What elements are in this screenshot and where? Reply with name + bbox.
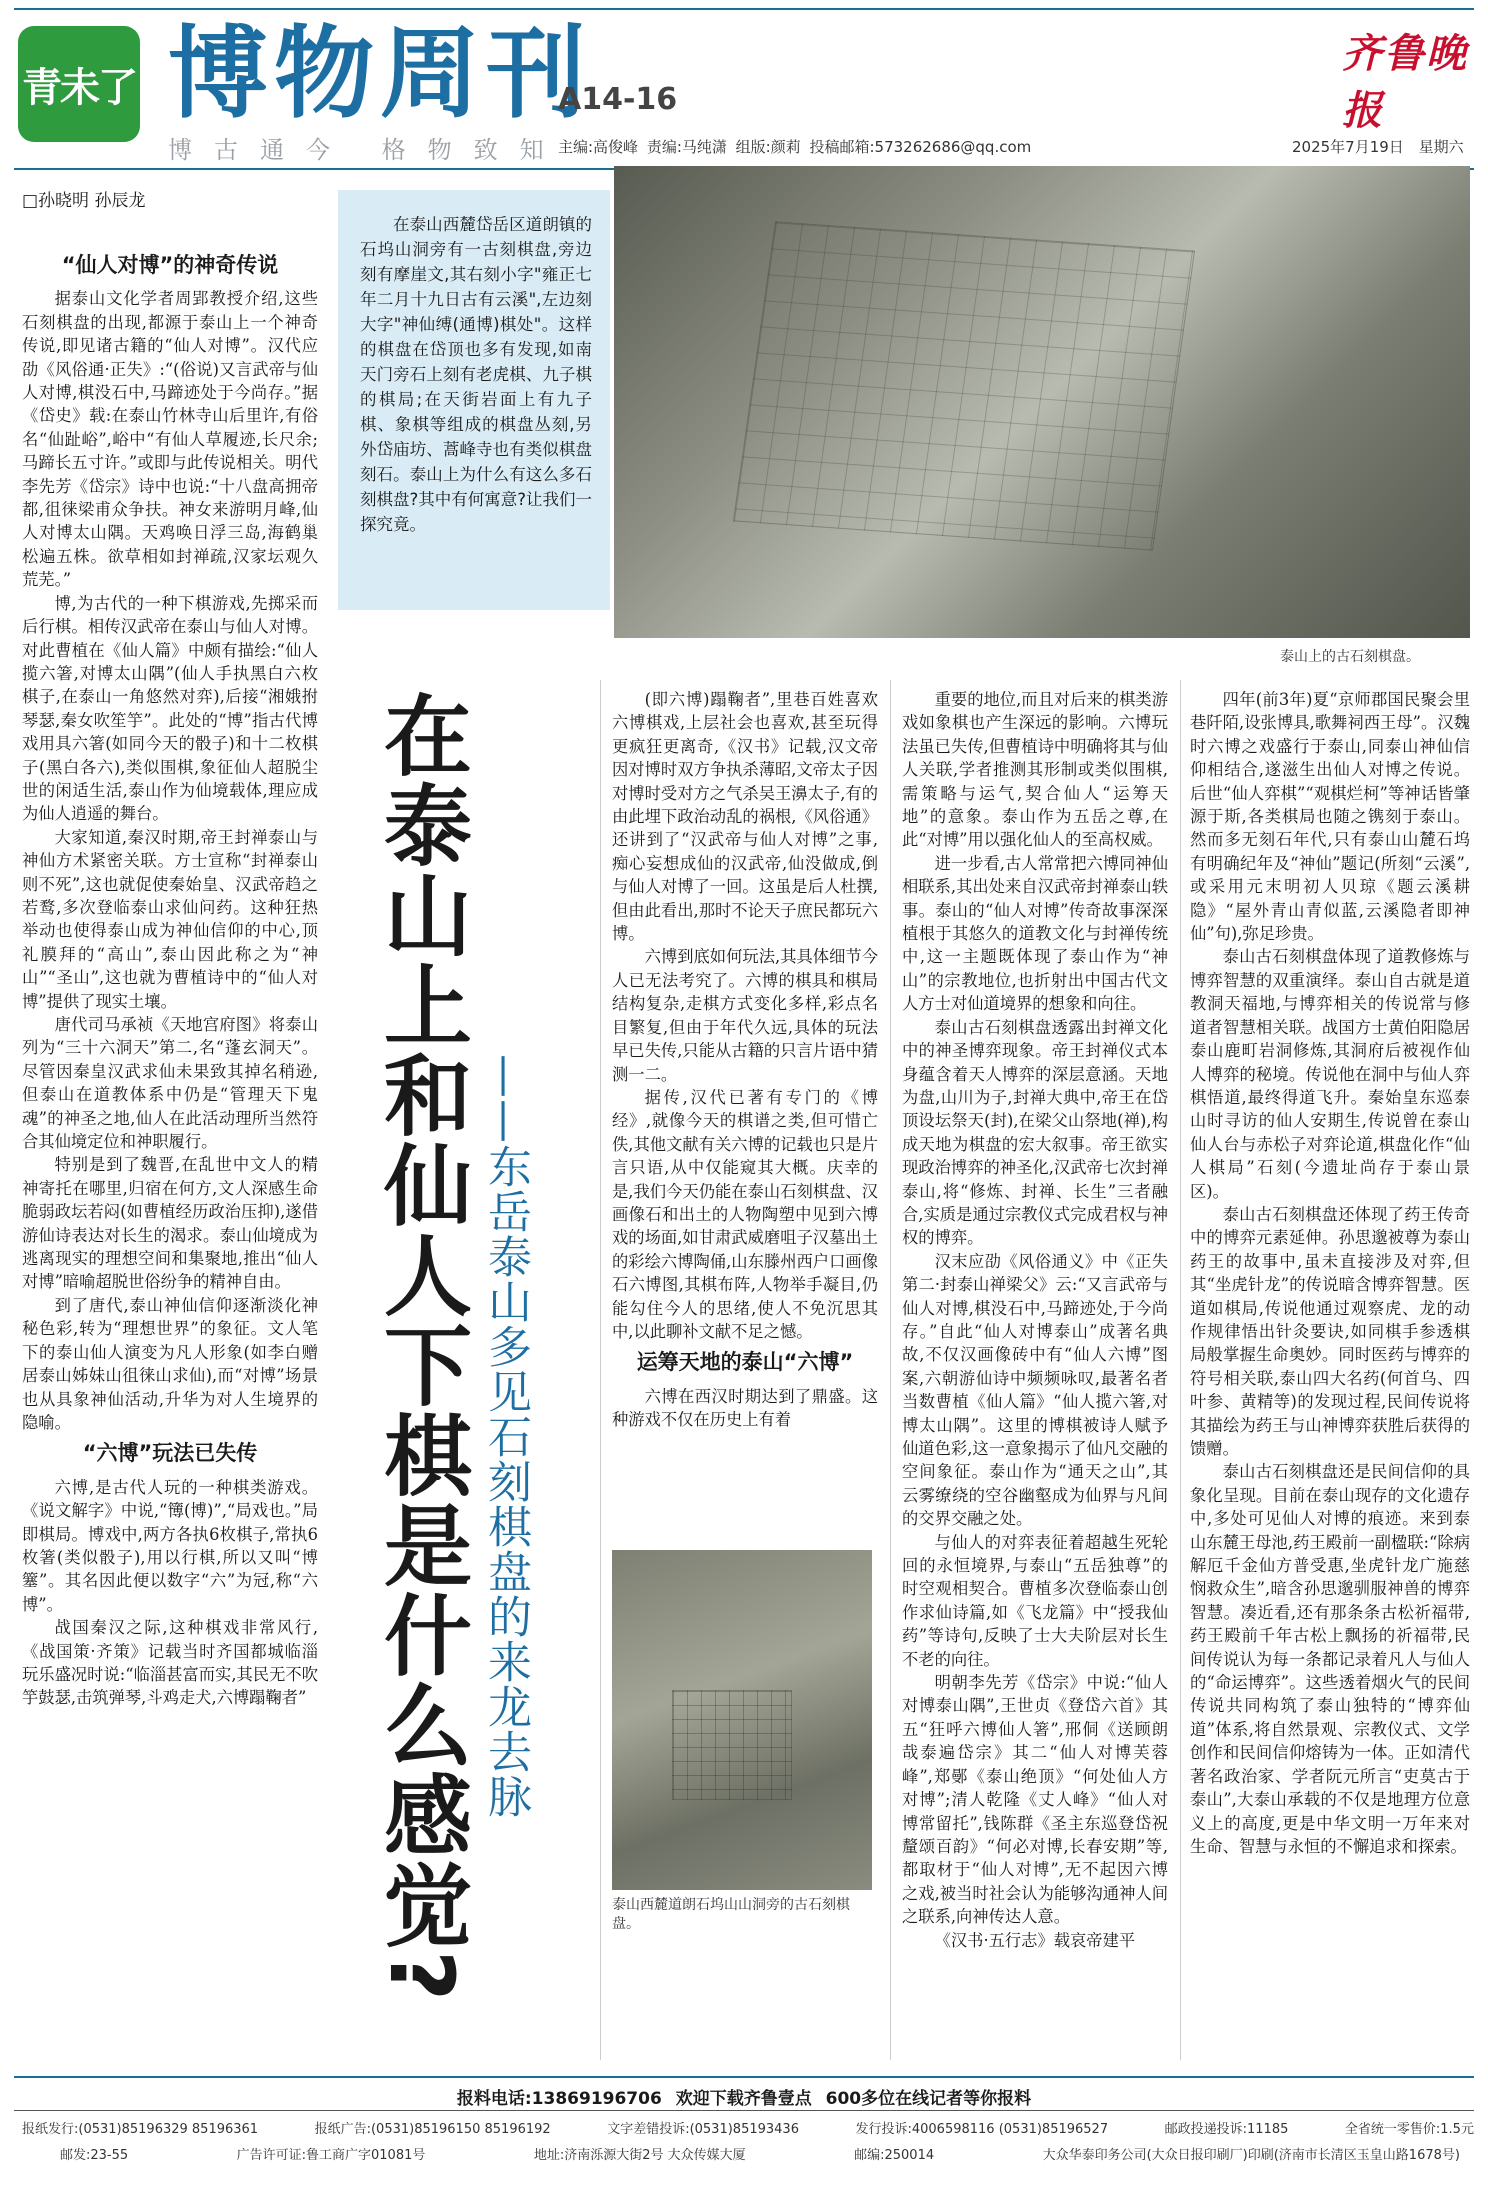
paragraph: 六博在西汉时期达到了鼎盛。这种游戏不仅在历史上有着 [612,1386,878,1430]
column-3 [902,688,1168,1952]
footer-rule [14,2076,1474,2078]
column-rule [1180,680,1181,2060]
column-rule [600,680,601,2060]
paragraph: 泰山古石刻棋盘还体现了药王传奇中的博弈元素延伸。孙思邈被尊为泰山药王的故事中,虽未直接涉及对弈,但其“坐虎针龙”的传说暗含博弈智慧。医道如棋局,传说他通过观察虎、龙的动作规律悟出针灸要诀,如同棋手参透棋局般掌握生命奥妙。同时医药与博弈的符号相关联,泰山四大名药(何首乌、四叶参、黄精等)的发现过程,民间传说将其描绘为药王与山神博弈获胜后获得的馈赠。 [1190,1204,1470,1458]
paragraph: 汉末应劭《风俗通义》中《正失第二·封泰山禅梁父》云:“又言武帝与仙人对博,棋没石中,马蹄迹处,于今尚存。”自此“仙人对博泰山”成著名典故,不仅汉画像砖中有“仙人六博”图案,六朝游仙诗中频频咏叹,最著名者当数曹植《仙人篇》“仙人揽六箸,对博太山隅”。这里的博棋被诗人赋予仙道色彩,这一意象揭示了仙凡交融的空间象征。泰山作为“通天之山”,其云雾缭绕的空谷幽壑成为仙界与凡间的交界交融之处。 [902,1251,1168,1529]
footer-item: 发行投诉:4006598116 (0531)85196527 [855,2122,1109,2137]
column-4 [1190,688,1470,1858]
paragraph: (即六博)蹋鞠者”,里巷百姓喜欢六博棋戏,上层社会也喜欢,甚至玩得更疯狂更离奇,《汉书》记载,汉文帝因对博时双方争执杀薄昭,文帝太子因对博时受对方之气杀吴王濞太子,有的由此埋下政治动乱的祸根,《风俗通》还讲到了“汉武帝与仙人对博”之事,痴心妄想成仙的汉武帝,仙没做成,倒与仙人对博了一回。这虽是后人杜撰,但由此看出,那时不论天子庶民都玩六博。 [612,690,878,944]
paragraph: 明朝李先芳《岱宗》中说:“仙人对博泰山隅”,王世贞《登岱六首》其五“狂呼六博仙人箸”,邢侗《送顾朗哉泰遍岱宗》其二“仙人对博芙蓉峰”,郑鄤《泰山绝顶》“何处仙人方对博”;清人乾隆《丈人峰》“仙人对博常留托”,钱陈群《圣主东巡登岱祝釐颂百韵》“何必对博,长春安期”等,都取材于“仙人对博”,无不起因六博之戏,被当时社会认为能够沟通神人间之联系,向神传达人意。 [902,1673,1168,1927]
paragraph: 泰山古石刻棋盘透露出封禅文化中的神圣博弈现象。帝王封禅仪式本身蕴含着天人博弈的深层意涵。天地为盘,山川为子,封禅大典中,帝王在岱顶设坛祭天(封),在梁父山祭地(禅),构成天地为棋盘的宏大叙事。帝王欲实现政治博弈的神圣化,汉武帝七次封禅泰山,将“修炼、封禅、长生”三者融合,实质是通过宗教仪式完成君权与神权的博弈。 [902,1017,1168,1248]
masthead-slogan: 博古通今 格物致知 [168,136,566,164]
photo-caption: 泰山上的古石刻棋盘。 [1280,649,1420,665]
footer-item: 邮编:250014 [854,2148,935,2163]
paragraph: 《汉书·五行志》载哀帝建平 [934,1930,1136,1950]
photo-caption: 泰山西麓道朗石坞山山洞旁的古石刻棋盘。 [612,1897,850,1932]
stone-chessboard-photo [614,166,1470,638]
section-heading: “六博”玩法已失传 [82,1441,258,1466]
footer-item: 地址:济南泺源大街2号 大众传媒大厦 [533,2148,746,2163]
section-heading: “仙人对博”的神奇传说 [61,253,279,277]
footer-item: 邮发:23-55 [60,2148,129,2163]
footer-item: 报纸发行:(0531)85196329 85196361 [22,2122,259,2137]
paragraph: 战国秦汉之际,这种棋戏非常风行,《战国策·齐策》记载当时齐国都城临淄玩乐盛况时说:“临淄甚富而实,其民无不吹竽鼓瑟,击筑弹琴,斗鸡走犬,六博蹋鞠者” [22,1618,318,1708]
paragraph: 唐代司马承祯《天地宫府图》将泰山列为“三十六洞天”第二,名“蓬玄洞天”。尽管因秦皇汉武求仙未果致其掉名稍逊,但泰山在道教体系中仍是“管理天下鬼魂”的神圣之地,仙人在此活动理所当然符合其仙境定位和神职履行。 [22,1015,318,1152]
footer-item: 大众华泰印务公司(大众日报印刷厂)印刷(济南市长清区玉皇山路1678号) [1042,2148,1460,2163]
editor-credits: 主编:高俊峰 责编:马纯潇 组版:颜莉 投稿邮箱:573262686@qq.com [558,138,1032,156]
paragraph: 据泰山文化学者周郢教授介绍,这些石刻棋盘的出现,都源于泰山上一个神奇传说,即见诸古籍的“仙人对博”。汉代应劭《风俗通·正失》:“(俗说)又言武帝与仙人对博,棋没石中,马蹄迹处于今尚存。”据《岱史》载:在泰山竹林寺山后里许,有俗名“仙趾峪”,峪中“有仙人草履迹,长尺余;马蹄长五寸许。”或即与此传说相关。明代李先芳《岱宗》诗中也说:“十八盘高拥帝都,徂徕梁甫众争扶。神女来游明月峰,仙人对博太山隅。天鸡唤日浮三岛,海鹤巢松遍五株。欲草相如封禅疏,汉家坛观久荒芜。” [22,289,318,590]
footer-item: 报纸广告:(0531)85196150 85196192 [314,2122,551,2137]
lead-text: 在泰山西麓岱岳区道朗镇的石坞山洞旁有一古刻棋盘,旁边刻有摩崖文,其右刻小字"雍正七年二月十九日古有云溪",左边刻大字"神仙缚(通博)棋处"。这样的棋盘在岱顶也多有发现,如南天门旁石上刻有老虎棋、九子棋的棋局;在天街岩面上有九子棋、象棋等组成的棋盘丛刻,另外岱庙坊、蒿峰寺也有类似棋盘刻石。泰山上为什么有这么多石刻棋盘?其中有何寓意?让我们一探究竟。 [360,215,593,534]
footer-contacts [22,2118,1474,2137]
headline: 在泰山上和仙人下棋是什么感觉? [370,690,473,2004]
footer-item: 文字差错投诉:(0531)85193436 [607,2122,799,2137]
column-2 [612,688,878,1432]
page-number: A14-16 [558,82,678,117]
paragraph: 六博,是古代人玩的一种棋类游戏。《说文解字》中说,“簙(博)”,“局戏也。”局即棋局。博戏中,两方各执6枚棋子,常执6枚箸(类似骰子),用以行棋,所以又叫“博簺”。其名因此便以数字“六”为冠,称“六博”。 [22,1477,318,1614]
footer-item: 全省统一零售价:1.5元 [1344,2122,1474,2137]
byline: □孙晓明 孙辰龙 [22,191,146,211]
issue-date: 2025年7月19日 星期六 [1292,138,1464,156]
paragraph: 重要的地位,而且对后来的棋类游戏如象棋也产生深远的影响。六博玩法虽已失传,但曹植诗中明确将其与仙人关联,学者推测其形制或类似围棋,需策略与运气,契合仙人“运筹天地”的意象。泰山作为五岳之尊,在此“对博”用以强化仙人的至高权威。 [902,690,1168,850]
paragraph: 博,为古代的一种下棋游戏,先掷采而后行棋。相传汉武帝在泰山与仙人对博。对此曹植在《仙人篇》中颇有描绘:“仙人揽六箸,对博太山隅”(仙人手执黑白六枚棋子,在泰山一角悠然对弈),后接“湘娥拊琴瑟,秦女吹笙竽”。此处的“博”指古代博戏用具六箸(如同今天的骰子)和十二枚棋子(黑白各六),类似围棋,象征仙人超脱尘世的闲适生活,泰山作为仙境载体,理应成为仙人逍遥的舞台。 [22,593,318,824]
top-rule [14,8,1474,10]
footer-imprint [60,2144,1460,2163]
footer-hotline: 报料电话:13869196706 欢迎下载齐鲁壹点 600多位在线记者等你报料 [456,2089,1032,2109]
section-logo: 青未了 [18,26,140,142]
paragraph: 泰山古石刻棋盘还是民间信仰的具象化呈现。目前在泰山现存的文化遗存中,多处可见仙人对博的痕迹。来到泰山东麓王母池,药王殿前一副楹联:“除病解厄千金仙方普受惠,坐虎针龙广施慈悯救众生”,暗含孙思邈驯服神兽的博弈智慧。凑近看,还有那条条古松祈福带,药王殿前千年古松上飘扬的祈福带,民间传说认为每一条都记录着凡人与仙人的“命运博弈”。这些透着烟火气的民间传说共同构筑了泰山独特的“博弈仙道”体系,将自然景观、宗教仪式、文学创作和民间信仰熔铸为一体。正如清代著名政治家、学者阮元所言“吏莫古于泰山”,大泰山承载的不仅是地理方位意义上的高度,更是中华文明一万年来对生命、智慧与永恒的不懈追求和探索。 [1190,1462,1470,1856]
paragraph: 大家知道,秦汉时期,帝王封禅泰山与神仙方术紧密关联。方士宣称“封禅泰山则不死”,这也就促使秦始皇、汉武帝趋之若鹜,多次登临泰山求仙问药。这种狂热举动也使得泰山成为神仙信仰的中心,顶礼膜拜的“高山”,泰山因此称之为“神山”“圣山”,这也就为曹植诗中的“仙人对博”提供了现实土壤。 [22,827,318,1011]
paragraph: 进一步看,古人常常把六博同神仙相联系,其出处来自汉武帝封禅泰山轶事。泰山的“仙人对博”传奇故事深深植根于其悠久的道教文化与封禅传统中,这一主题既体现了泰山作为“神山”的宗教地位,也折射出中国古代文人方士对仙道境界的想象和向往。 [902,853,1168,1014]
paragraph: 到了唐代,泰山神仙信仰逐渐淡化神秘色彩,转为“理想世界”的象征。文人笔下的泰山仙人演变为凡人形象(如李白赠居泰山姊妹山徂徕山求仙),而“对博”场景也从具象神仙活动,升华为对人生境界的隐喻。 [22,1295,318,1432]
masthead-title: 博物周刊 [168,15,592,132]
paragraph: 泰山古石刻棋盘体现了道教修炼与博弈智慧的双重演绎。泰山自古就是道教洞天福地,与博弈相关的传说常与修道者智慧相关联。战国方士黄伯阳隐居泰山鹿町岩洞修炼,其洞府后被视作仙人博弈的秘境。传说他在洞中与仙人弈棋悟道,最终得道飞升。秦始皇东巡泰山时寻访的仙人安期生,传说曾在泰山仙人台与赤松子对弈论道,棋盘化作“仙人棋局”石刻(今遗址尚存于泰山景区)。 [1190,947,1470,1201]
paragraph: 与仙人的对弈表征着超越生死轮回的永恒境界,与泰山“五岳独尊”的时空观相契合。曹植多次登临泰山创作求仙诗篇,如《飞龙篇》中“授我仙药”等诗句,反映了士大夫阶层对长生不老的向往。 [902,1532,1168,1669]
paragraph: 据传,汉代已著有专门的《博经》,就像今天的棋谱之类,但可惜亡佚,其他文献有关六博的记载也只是片言只语,从中仅能窥其大概。庆幸的是,我们今天仍能在泰山石刻棋盘、汉画像石和出土的人物陶塑中见到六博戏的场面,如甘肃武威磨咀子汉墓出土的彩绘六博陶俑,山东滕州西户口画像石六博图,其棋布阵,人物举手凝目,仍能勾住今人的思绪,使人不免沉思其中,以此聊补文献不足之憾。 [612,1087,878,1341]
subheadline: ——东岳泰山多见石刻棋盘的来龙去脉 [480,1054,531,1819]
section-heading: 运筹天地的泰山“六博” [636,1350,854,1375]
footer-rule [14,2110,1474,2111]
column-1 [22,246,318,1710]
paragraph: 六博到底如何玩法,其具体细节今人已无法考究了。六博的棋具和棋局结构复杂,走棋方式变化多样,彩点名目繁复,但由于年代久远,具体的玩法早已失传,只能从古籍的只言片语中猜测一二。 [612,947,878,1084]
footer-item: 广告许可证:鲁工商广字01081号 [236,2148,426,2163]
footer-item: 邮政投递投诉:11185 [1164,2122,1289,2137]
cave-chessboard-photo [612,1550,872,1890]
paragraph: 特别是到了魏晋,在乱世中文人的精神寄托在哪里,归宿在何方,文人深感生命脆弱政坛若闷(如曹植经历政治压抑),遂借游仙诗表达对长生的渴求。泰山仙境成为逃离现实的理想空间和集聚地,推出“仙人对博”暗喻超脱世俗纷争的精神自由。 [22,1155,318,1292]
paragraph: 四年(前3年)夏“京师郡国民聚会里巷阡陌,设张博具,歌舞祠西王母”。汉魏时六博之戏盛行于泰山,同泰山神仙信仰相结合,遂滋生出仙人对博之传说。后世“仙人弈棋”“观棋烂柯”等神话皆肇源于斯,各类棋局也随之镌刻于泰山。然而多无刻石年代,只有泰山山麓石坞有明确纪年及“神仙”题记(所刻“云溪”,或采用元末明初人贝琼《题云溪耕隐》“屋外青山青似蓝,云溪隐者即神仙”句),弥足珍贵。 [1190,690,1470,944]
column-rule [890,680,891,2060]
newspaper-brand: 齐鲁晚报 [1342,30,1468,134]
